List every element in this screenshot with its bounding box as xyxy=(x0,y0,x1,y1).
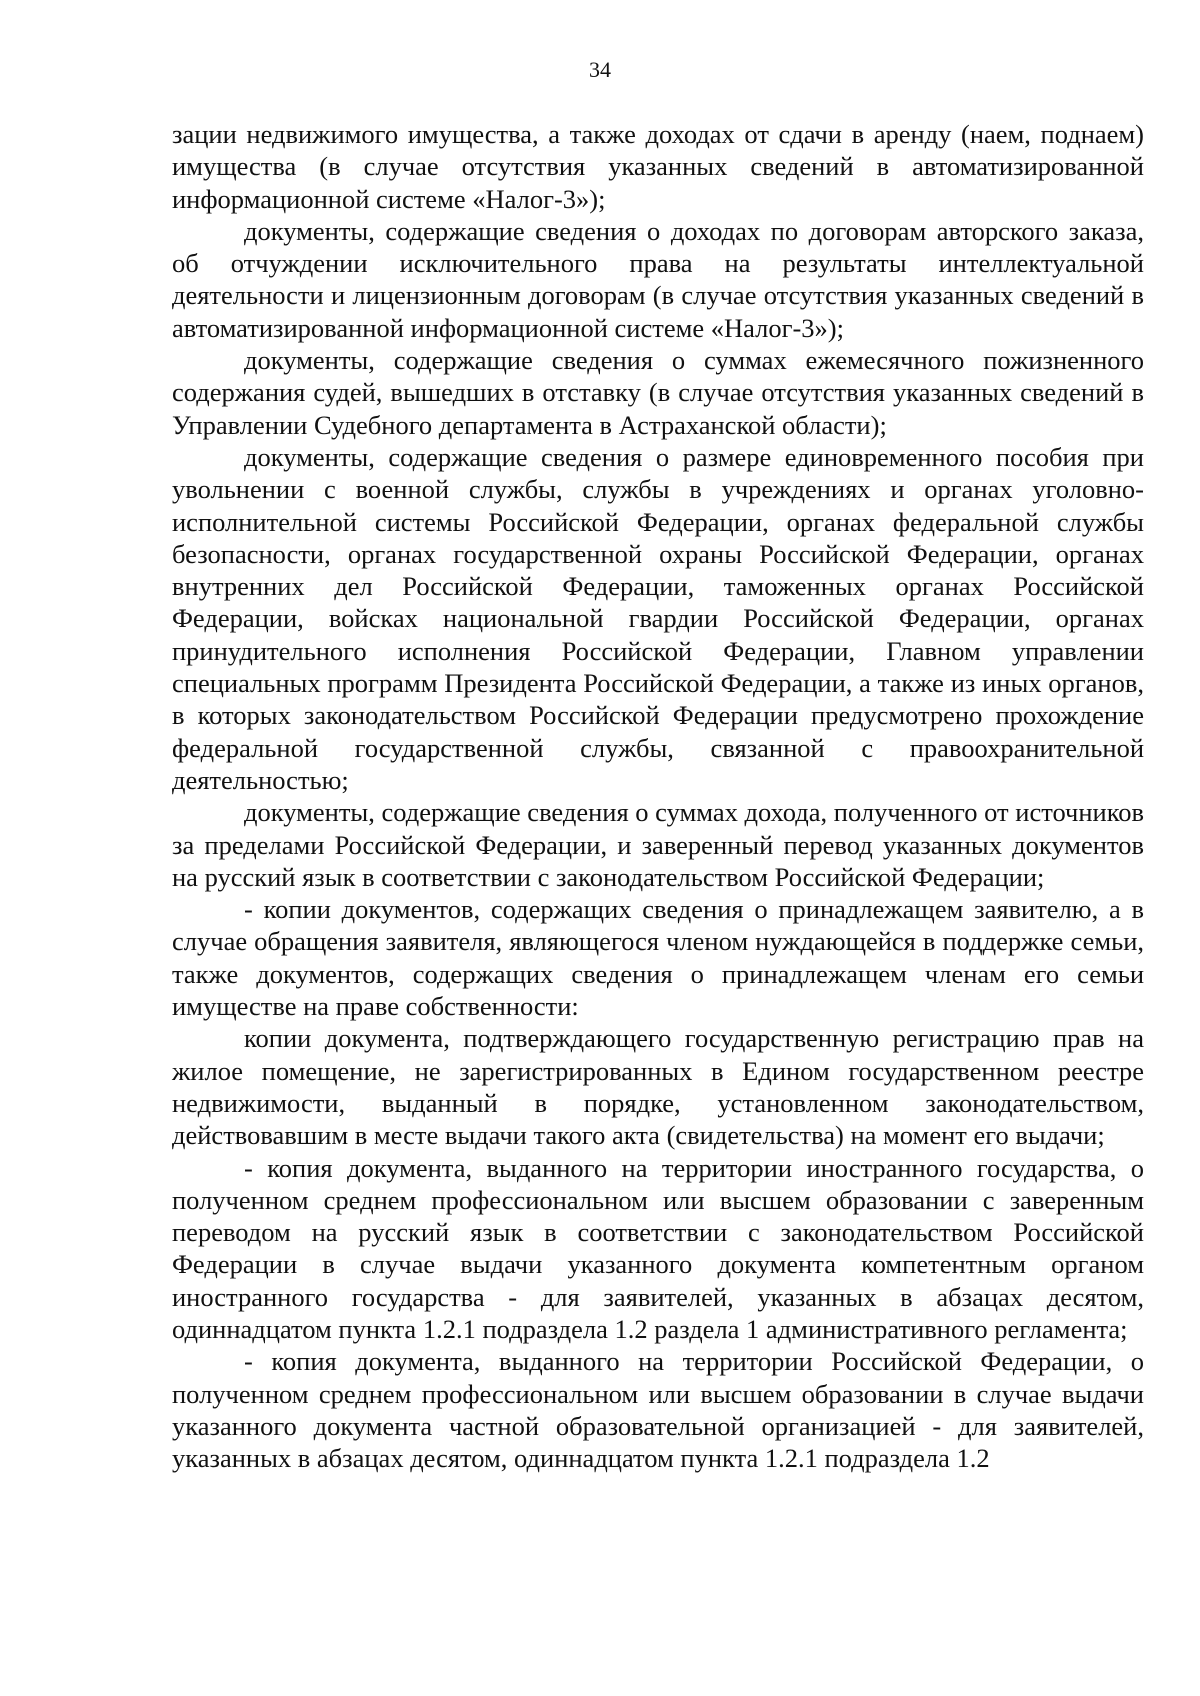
page-number: 34 xyxy=(589,57,611,82)
paragraph-3: документы, содержащие сведения о суммах ежемесячного пожизненного содержания судей, вышедших в отставку (в случае отсутствия указанных сведений в Управлении Судебного департамента в Астраханской области); xyxy=(172,345,1144,440)
paragraph-4: документы, содержащие сведения о размере единовременного пособия при увольнении с военной службы, службы в учреждениях и органах уголовно-исполнительной системы Российской Федерации, органах федеральной службы безопасности, органах государственной охраны Российской Федерации, органах внутренних дел Российской Федерации, таможенных органах Российской Федерации, войсках национальной гвардии Российской Федерации, органах принудительного исполнения Российской Федерации, Главном управлении специальных программ Президента Российской Федерации, а также из иных органов, в которых законодательством Российской Федерации предусмотрено прохождение федеральной государственной службы, связанной с правоохранительной деятельностью; xyxy=(172,441,1144,795)
paragraph-6: - копии документов, содержащих сведения о принадлежащем заявителю, а в случае обращения заявителя, являющегося членом нуждающейся в поддержке семьи, также документов, содержащих сведения о принадлежащем членам его семьи имуществе на праве собственности: xyxy=(172,894,1144,1022)
paragraph-1: зации недвижимого имущества, а также доходах от сдачи в аренду (наем, поднаем) имущества (в случае отсутствия указанных сведений в автоматизированной информационной системе «Налог-3»); xyxy=(172,119,1144,214)
paragraph-2: документы, содержащие сведения о доходах по договорам авторского заказа, об отчуждении исключительного права на результаты интеллектуальной деятельности и лицензионным договорам (в случае отсутствия указанных сведений в автоматизированной информационной системе «Налог-3»); xyxy=(172,215,1144,343)
document-body xyxy=(172,118,1144,1474)
paragraph-5: документы, содержащие сведения о суммах дохода, полученного от источников за пределами Российской Федерации, и заверенный перевод указанных документов на русский язык в соответствии с законодательством Российской Федерации; xyxy=(172,797,1144,892)
paragraph-9: - копия документа, выданного на территории Российской Федерации, о полученном среднем профессиональном или высшем образовании в случае выдачи указанного документа частной образовательной организацией - для заявителей, указанных в абзацах десятом, одиннадцатом пункта 1.2.1 подраздела 1.2 xyxy=(172,1346,1144,1474)
paragraph-7: копии документа, подтверждающего государственную регистрацию прав на жилое помещение, не зарегистрированных в Едином государственном реестре недвижимости, выданный в порядке, установленном законодательством, действовавшим в месте выдачи такого акта (свидетельства) на момент его выдачи; xyxy=(172,1023,1144,1151)
paragraph-8: - копия документа, выданного на территории иностранного государства, о полученном среднем профессиональном или высшем образовании с заверенным переводом на русский язык в соответствии с законодательством Российской Федерации в случае выдачи указанного документа компетентным органом иностранного государства - для заявителей, указанных в абзацах десятом, одиннадцатом пункта 1.2.1 подраздела 1.2 раздела 1 административного регламента; xyxy=(172,1152,1144,1344)
